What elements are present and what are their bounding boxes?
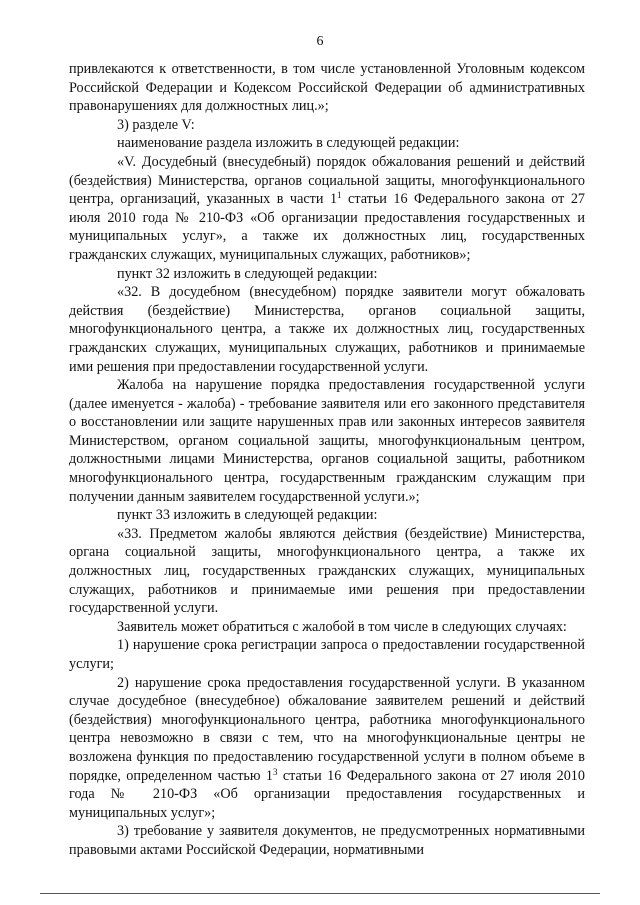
- paragraph-section-v-title: [69, 153, 585, 265]
- paragraph-case-1: 1) нарушение срока регистрации запроса о предоставлении государственной услуги;: [69, 637, 585, 672]
- paragraph-case-2: [69, 674, 585, 823]
- paragraph-point-32-instruction: пункт 32 изложить в следующей редакции:: [117, 265, 378, 282]
- case-2-part1: 2) нарушение срока предоставления государственной услуги. В указанном случае досудебное (внесудебное) обжалование заявителем решений и действий (бездействия) многофункционального центра, работника многофункционального центра невозможно в связи с тем, что на многофункциональные центры не возложена функция по предоставлению государственной услуги в полном объеме в порядке, определенном частью 1: [69, 674, 585, 784]
- paragraph-point-33-instruction: пункт 33 изложить в следующей редакции:: [117, 507, 378, 524]
- paragraph-section-title-instruction: наименование раздела изложить в следующей редакции:: [117, 135, 460, 152]
- section-v-title-part1: «V. Досудебный (внесудебный) порядок обжалования решений и действий (бездействия) Министерства, органов социальной защиты, многофункционального центра, организаций, указанных в части 1: [69, 153, 585, 208]
- section-v-title-part2: статьи 16 Федерального закона от 27 июля 2010 года № 210-ФЗ «Об организации предоставления государственных и муниципальных услуг», а также их должностных лиц, государственных гражданских служащих, муниципальных служащих, работников»;: [69, 191, 586, 263]
- paragraph-point-33: «33. Предметом жалобы являются действия (бездействие) Министерства, органа социальной защиты, многофункционального центра, а также их должностных лиц, государственных гражданских служащих, муниципальных служащих, работников и принимаемые ими решения при предоставлении государственной услуги.: [69, 525, 585, 617]
- page-number: 6: [316, 34, 324, 49]
- paragraph-complaint-definition: Жалоба на нарушение порядка предоставления государственной услуги (далее именуется - жалоба) - требование заявителя или его законного представителя о восстановлении или защите нарушенных прав или законных интересов заявителя Министерством, органом социальной защиты, многофункциональным центром, должностными лицами Министерства, органов социальной защиты, работником многофункционального центра, государственным гражданским служащим при получении данным заявителем государственной услуги.»;: [69, 377, 585, 505]
- case-2-part2: статьи 16 Федерального закона от 27 июля 2010 года № 210-ФЗ «Об организации предоставления государственных и муниципальных услуг»;: [69, 767, 585, 821]
- paragraph-point-32: «32. В досудебном (внесудебном) порядке заявители могут обжаловать действия (бездействие) Министерства, органов социальной защиты, многофункционального центра, а также их должностных лиц, государственных гражданских служащих, муниципальных служащих, работников и принимаемые ими решения при предоставлении государственной услуги.: [69, 284, 585, 375]
- page-bottom-rule: [40, 893, 600, 894]
- document-body: [69, 60, 585, 860]
- paragraph-cases-intro: Заявитель может обратиться с жалобой в том числе в следующих случаях:: [117, 618, 567, 635]
- paragraph-case-3: 3) требование у заявителя документов, не предусмотренных нормативными правовыми актами Российской Федерации, нормативными: [69, 823, 585, 858]
- paragraph-section-v-item: 3) разделе V:: [117, 116, 195, 133]
- superscript-3: 3: [272, 766, 278, 777]
- paragraph-liability: привлекаются к ответственности, в том числе установленной Уголовным кодексом Российской Федерации и Кодексом Российской Федерации об административных правонарушениях для должностных лиц.»;: [69, 61, 585, 115]
- superscript-1: 1: [337, 190, 342, 201]
